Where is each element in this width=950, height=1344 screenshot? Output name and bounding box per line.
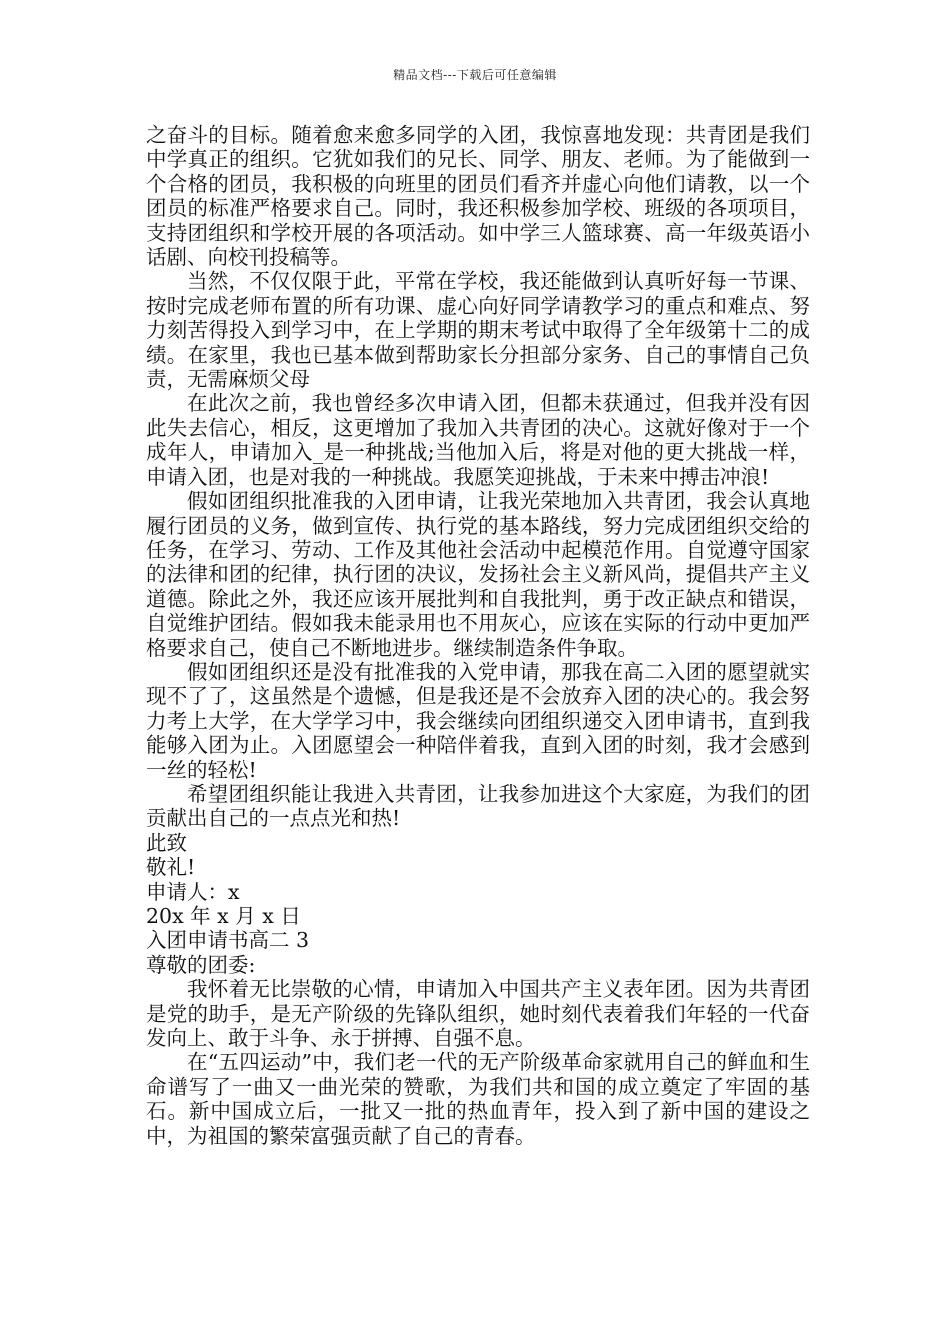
body-paragraph-continued: 之奋斗的目标。随着愈来愈多同学的入团，我惊喜地发现：共青团是我们中学真正的组织。它犹如我们的兄长、同学、朋友、老师。为了能做到一个合格的团员，我积极的向班里的团员们看齐并虚心向他们请教，以一个团员的标准严格要求自己。同时，我还积极参加学校、班级的各项项目，支持团组织和学校开展的各项活动。如中学三人篮球赛、高一年级英语小话剧、向校刊投稿等。 bbox=[146, 123, 810, 270]
closing-regards: 敬礼! bbox=[146, 855, 196, 880]
applicant-signature: 申请人：x bbox=[146, 879, 240, 904]
section-title: 入团申请书高二 3 bbox=[146, 928, 310, 953]
body-paragraph: 希望团组织能让我进入共青团，让我参加进这个大家庭，为我们的团贡献出自己的一点点光和热! bbox=[146, 781, 810, 831]
application-date: 20x 年 x 月 x 日 bbox=[146, 904, 301, 928]
closing-salutation: 此致 bbox=[146, 830, 187, 855]
body-paragraph: 在此次之前，我也曾经多次申请入团，但都未获通过，但我并没有因此失去信心，相反，这更增加了我加入共青团的决心。这就好像对于一个成年人，申请加入_是一种挑战;当他加入后，将是对他的更大挑战一样，申请入团，也是对我的一种挑战。我愿笑迎挑战，于未来中搏击冲浪! bbox=[146, 391, 810, 489]
body-paragraph: 假如团组织批准我的入团申请，让我光荣地加入共青团，我会认真地履行团员的义务，做到宣传、执行党的基本路线，努力完成团组织交给的任务，在学习、劳动、工作及其他社会活动中起模范作用。自觉遵守国家的法律和团的纪律，执行团的决议，发扬社会主义新风尚，提倡共产主义道德。除此之外，我还应该开展批判和自我批判，勇于改正缺点和错误，自觉维护团结。假如我未能录用也不用灰心，应该在实际的行动中更加严格要求自己，使自己不断地进步。继续制造条件争取。 bbox=[146, 489, 810, 660]
body-paragraph: 我怀着无比崇敬的心情，申请加入中国共产主义表年团。因为共青团是党的助手，是无产阶级的先锋队组织，她时刻代表着我们年轻的一代奋发向上、敢于斗争、永于拼搏、自强不息。 bbox=[146, 977, 810, 1051]
document-body bbox=[146, 123, 810, 1148]
page-header: 精品文档---下载后可任意编辑 bbox=[393, 68, 557, 82]
body-paragraph: 假如团组织还是没有批准我的入党申请，那我在高二入团的愿望就实现不了了，这虽然是个遗憾，但是我还是不会放弃入团的决心的。我会努力考上大学，在大学学习中，我会继续向团组织递交入团申请书，直到我能够入团为止。入团愿望会一种陪伴着我，直到入团的时刻，我才会感到一丝的轻松! bbox=[146, 659, 810, 782]
body-paragraph: 当然，不仅仅限于此，平常在学校，我还能做到认真听好每一节课、按时完成老师布置的所有功课、虚心向好同学请教学习的重点和难点、努力刻苦得投入到学习中，在上学期的期末考试中取得了全年级第十二的成绩。在家里，我也已基本做到帮助家长分担部分家务、自己的事情自己负责，无需麻烦父母 bbox=[146, 269, 810, 392]
body-paragraph: 在“五四运动”中，我们老一代的无产阶级革命家就用自己的鲜血和生命谱写了一曲又一曲光荣的赞歌，为我们共和国的成立奠定了牢固的基石。新中国成立后，一批又一批的热血青年，投入到了新中国的建设之中，为祖国的繁荣富强贡献了自己的青春。 bbox=[146, 1050, 810, 1148]
letter-greeting: 尊敬的团委: bbox=[146, 952, 256, 977]
